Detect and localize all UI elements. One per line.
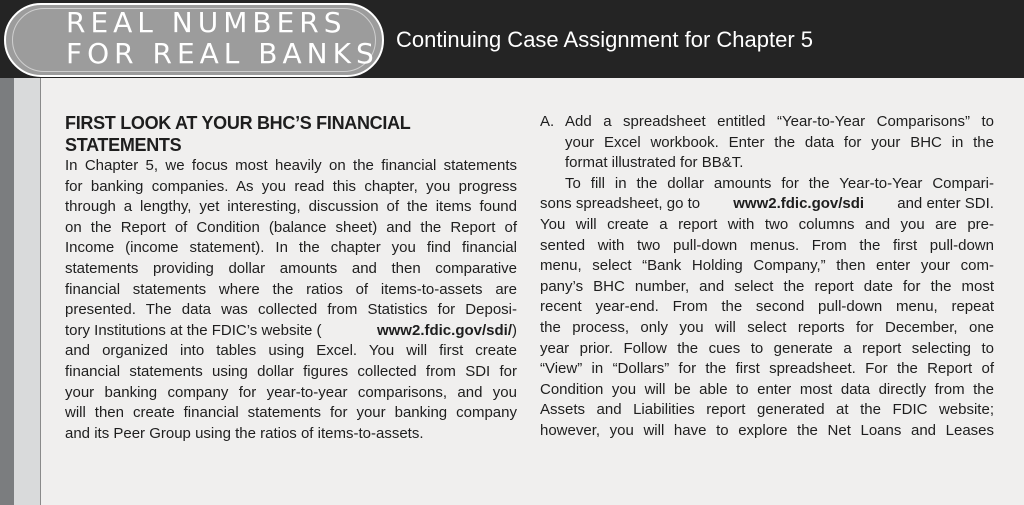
section-heading: [65, 112, 517, 156]
body-line-segment: ): [512, 321, 517, 339]
right-column: [540, 112, 994, 442]
body-line: year prior. Follow the cues to generate a report selecting to: [540, 339, 994, 357]
body-line: through a lengthy, yet interesting, discussion of the items found: [65, 198, 517, 216]
sdi-site-link[interactable]: www2.fdic.gov/sdi: [733, 195, 865, 213]
body-line-segment: and enter SDI.: [893, 195, 994, 213]
body-line: financial statements using dollar figures collected from SDI for: [65, 362, 517, 380]
body-line: To fill in the dollar amounts for the Year-to-Year Compari-: [565, 174, 994, 192]
body-line: format illustrated for BB&T.: [565, 154, 744, 172]
body-line: will then create financial statements for your banking company: [65, 404, 517, 422]
body-line: Income (income statement). In the chapter you find financial: [65, 239, 517, 257]
body-line: however, you will have to explore the Net Loans and Leases: [540, 421, 994, 439]
brand-line-2: FOR REAL BANKS: [66, 37, 379, 70]
body-line: sented with two pull-down menus. From the first pull-down: [540, 236, 994, 254]
body-line: and its Peer Group using the ratios of items-to-assets.: [65, 424, 424, 442]
body-line: menu, select “Bank Holding Company,” then enter your com-: [540, 257, 994, 275]
body-line-segment: sons spreadsheet, go to: [540, 195, 705, 213]
list-item-letter: A.: [540, 113, 555, 130]
header-bar: [0, 0, 1024, 78]
margin-rule: [40, 78, 41, 505]
body-line: the process, only you will select reports for December, one: [540, 318, 994, 336]
body-line: You will create a report with two columns and you are pre-: [540, 215, 994, 233]
body-line-with-url: [540, 194, 994, 215]
body-line: on the Report of Condition (balance sheet) and the Report of: [65, 218, 517, 236]
body-line: presented. The data was collected from Statistics for Deposi-: [65, 301, 517, 319]
brand-line-1: REAL NUMBERS: [66, 6, 347, 39]
body-line: In Chapter 5, we focus most heavily on the financial statements: [65, 157, 517, 174]
body-line: pany’s BHC number, and select the report date for the most: [540, 277, 994, 295]
body-line: your banking company for year-to-year comparisons, and you: [65, 383, 517, 401]
body-line: financial statements where the ratios of items-to-assets are: [65, 280, 517, 298]
section-heading-line-2: STATEMENTS: [65, 135, 182, 155]
sdi-url-link[interactable]: www2.fdic.gov/sdi/: [376, 321, 512, 339]
body-line: statements providing dollar amounts and then comparative: [65, 259, 517, 277]
body-line: Condition you will be able to enter most data directly from the: [540, 380, 994, 398]
body-line: your Excel workbook. Enter the data for your BHC in the: [565, 133, 994, 151]
body-line: Assets and Liabilities report generated at the FDIC website;: [540, 401, 994, 419]
left-column: [65, 112, 517, 444]
body-line: recent year-end. From the second pull-down menu, repeat: [540, 298, 994, 316]
body-line: and organized into tables using Excel. You will first create: [65, 342, 517, 360]
body-line: “View” in “Dollars” for the first spreadsheet. For the Report of: [540, 360, 994, 378]
header-title: Continuing Case Assignment for Chapter 5: [396, 27, 814, 52]
body-line: Add a spreadsheet entitled “Year-to-Year Comparisons” to: [565, 113, 994, 130]
body-line: for banking companies. As you read this chapter, you progress: [65, 177, 517, 195]
body-line-segment: tory Institutions at the FDIC’s website (: [65, 321, 322, 339]
list-item-a: [540, 112, 994, 174]
section-heading-line-1: FIRST LOOK AT YOUR BHC’S FINANCIAL: [65, 113, 411, 133]
